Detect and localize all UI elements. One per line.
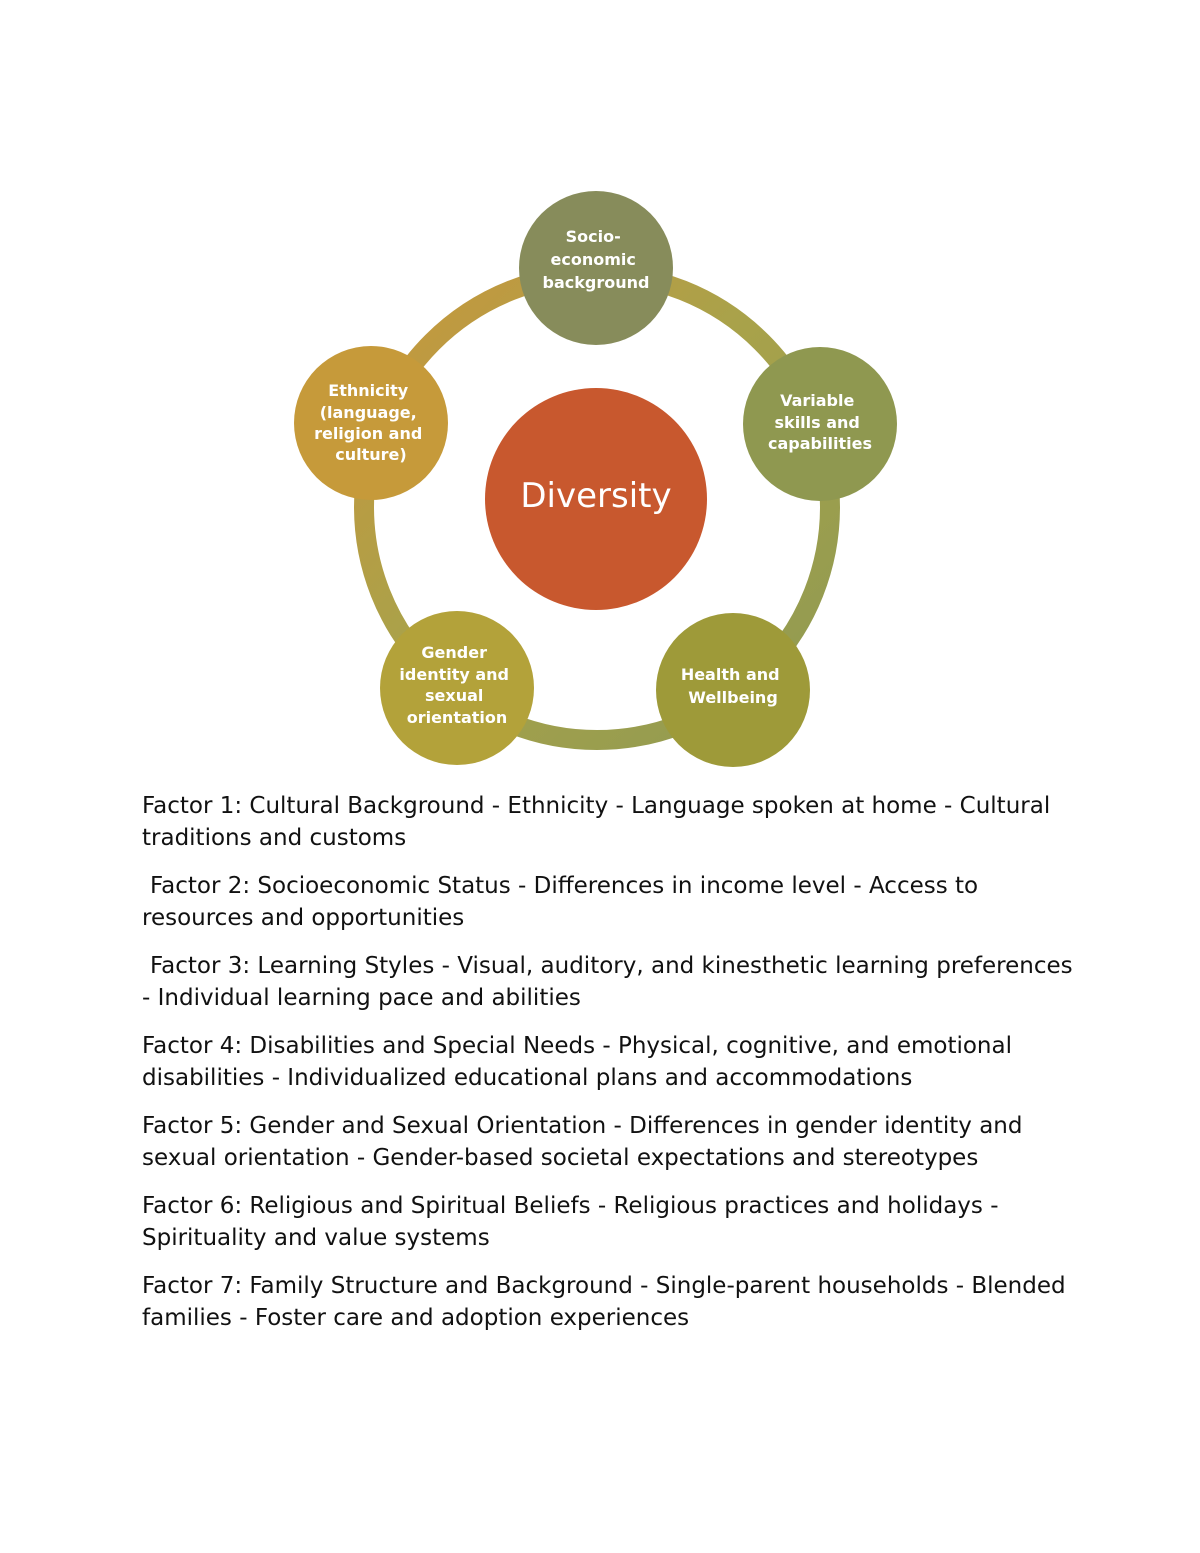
node-line: orientation [406,708,508,727]
node-line: Wellbeing [688,688,778,707]
factor-item: Factor 1: Cultural Background - Ethnicity - Language spoken at home - Cultural traditions and customs [142,793,1051,851]
node-line: skills and [774,413,860,432]
node-line: Health and [680,665,780,684]
svg-text:Variable skills and [768,391,872,453]
node-line: culture) [335,445,407,464]
center-label: Diversity [520,476,672,516]
node-variable-skills [743,347,897,501]
factor-item: Factor 7: Family Structure and Background - Single-parent households - Blended families - Foster care and adoption experiences [142,1273,1066,1331]
node-line: Ethnicity [328,381,409,400]
node-line: economic [550,250,636,269]
node-gender-identity [380,611,534,765]
node-line: Variable [780,391,855,410]
factor-item: Factor 3: Learning Styles - Visual, auditory, and kinesthetic learning preferences - Individual learning pace and abilities [142,953,1073,1011]
node-socioeconomic [519,191,673,345]
node-ethnicity [294,346,448,500]
node-line: Gender [421,643,487,662]
node-line: religion and [314,424,423,443]
node-line: (language, [319,403,417,422]
node-health-wellbeing [656,613,810,767]
node-line: background [542,273,650,292]
node-line: Socio- [565,227,621,246]
node-line: identity and [399,665,510,684]
node-circle [294,346,448,500]
factor-item: Factor 5: Gender and Sexual Orientation - Differences in gender identity and sexual orientation - Gender-based societal expectations and stereotypes [142,1113,1023,1171]
factor-item: Factor 4: Disabilities and Special Needs - Physical, cognitive, and emotional disabilities - Individualized educational plans and accommodations [142,1033,1012,1091]
factor-item: Factor 6: Religious and Spiritual Beliefs - Religious practices and holidays - Spirituality and value systems [142,1193,999,1251]
factors-list [142,790,1082,1350]
node-line: capabilities [768,434,872,453]
center-node [485,388,707,610]
factor-item: Factor 2: Socioeconomic Status - Differences in income level - Access to resources and opportunities [142,873,979,931]
node-line: sexual [425,686,484,705]
